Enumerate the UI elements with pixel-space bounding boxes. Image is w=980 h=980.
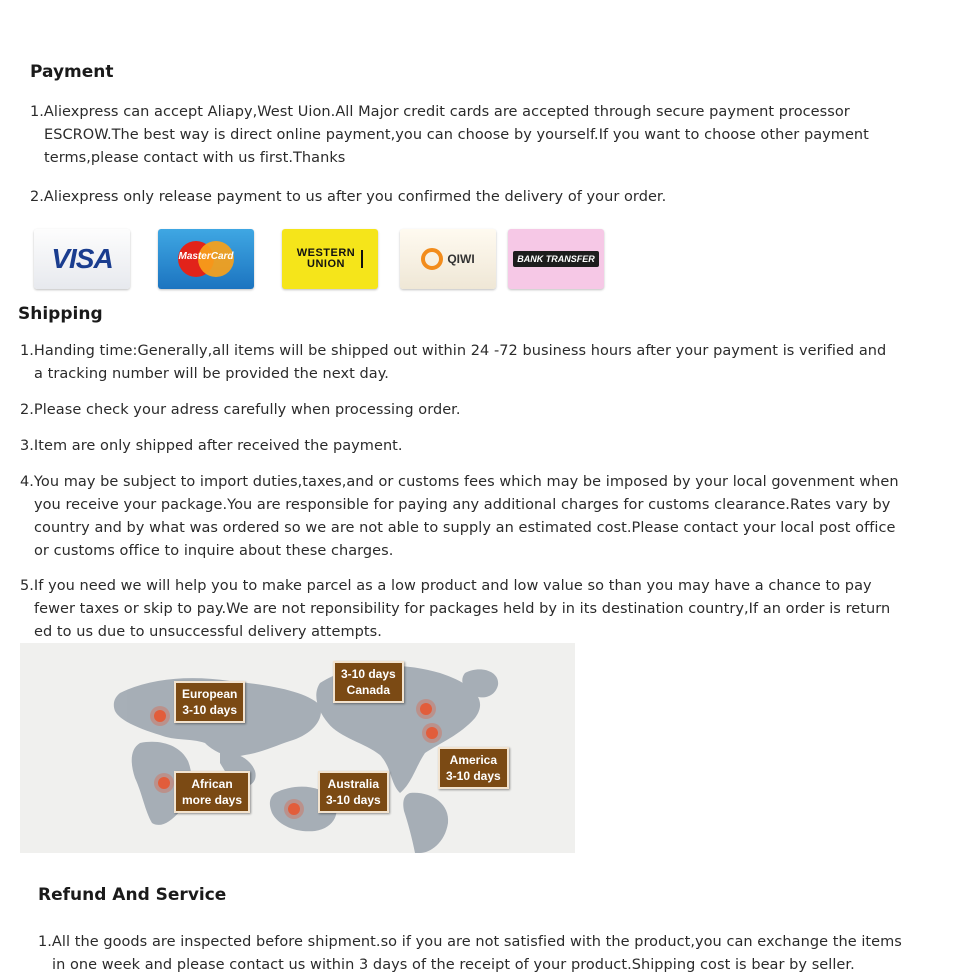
america-label-line1: America [449, 753, 498, 767]
america-pin-icon [426, 727, 438, 739]
african-label-line1: African [191, 777, 233, 791]
payment-paragraph-2: 2.Aliexpress only release payment to us after you confirmed the delivery of your order. [30, 189, 667, 205]
australia-pin-icon [288, 803, 300, 815]
australia-label-line2: 3-10 days [326, 793, 381, 807]
payment-p1-line3: terms,please contact with us first.Thanks [44, 150, 346, 166]
map-label-canada [333, 661, 404, 703]
shipping-paragraph-2: 2.Please check your adress carefully when processing order. [20, 402, 461, 418]
african-label-line2: more days [182, 793, 243, 807]
visa-logo-text: VISA [51, 243, 113, 274]
qiwi-logo-text: QIWI [447, 252, 475, 266]
shipping-p5-line1: 5.If you need we will help you to make parcel as a low product and low value so than you may have a chance to pay [20, 578, 872, 594]
western-union-bar-icon [361, 250, 363, 268]
european-label-line2: 3-10 days [182, 703, 238, 717]
map-label-america [438, 747, 509, 789]
payment-p1-line2: ESCROW.The best way is direct online payment,you can choose by yourself.If you want to choose other payment [44, 127, 869, 143]
map-label-african [174, 771, 250, 813]
shipping-paragraph-4 [20, 471, 899, 563]
bank-transfer-logo-text: BANK TRANSFER [513, 251, 599, 267]
canada-pin-icon [420, 703, 432, 715]
western-union-text-2: UNION [307, 258, 345, 270]
western-union-text-1: WESTERN [296, 247, 356, 259]
western-union-logo [282, 229, 378, 289]
bank-transfer-logo [508, 229, 604, 289]
shipping-p1-line1: 1.Handing time:Generally,all items will be shipped out within 24 -72 business hours after your payment is verified and [20, 343, 887, 359]
america-label-line2: 3-10 days [446, 769, 501, 783]
mastercard-logo-text: MasterCard [178, 251, 234, 262]
shipping-p1-line2: a tracking number will be provided the next day. [34, 366, 389, 382]
map-label-european [174, 681, 245, 723]
map-label-australia [318, 771, 389, 813]
european-label-line1: European [182, 687, 238, 701]
payment-heading: Payment [30, 62, 114, 82]
shipping-p4-line1: 4.You may be subject to import duties,taxes,and or customs fees which may be imposed by your local govenment when [20, 474, 899, 490]
shipping-paragraph-3: 3.Item are only shipped after received the payment. [20, 438, 403, 454]
africa-pin-icon [158, 777, 170, 789]
mastercard-circles-icon [174, 239, 238, 279]
australia-label-line1: Australia [327, 777, 380, 791]
refund-paragraph-1 [38, 931, 902, 977]
shipping-paragraph-1 [20, 340, 886, 386]
shipping-heading: Shipping [18, 304, 103, 324]
europe-pin-icon [154, 710, 166, 722]
visa-logo [34, 229, 130, 289]
shipping-p4-line3: country and by what was ordered so we are not able to supply an estimated cost.Please contact your local post office [34, 520, 896, 536]
payment-p1-line1: 1.Aliexpress can accept Aliapy,West Uion.All Major credit cards are accepted through secure payment processor [30, 104, 850, 120]
mastercard-logo [158, 229, 254, 289]
refund-p1-line1: 1.All the goods are inspected before shipment.so if you are not satisfied with the product,you can exchange the items [38, 934, 902, 950]
shipping-p4-line2: you receive your package.You are responsible for paying any additional charges for customs clearance.Rates vary by [34, 497, 891, 513]
canada-label-line1: 3-10 days [341, 667, 396, 681]
shipping-p4-line4: or customs office to inquire about these charges. [34, 543, 394, 559]
qiwi-ring-icon [421, 248, 443, 270]
qiwi-logo [400, 229, 496, 289]
refund-heading: Refund And Service [38, 885, 227, 905]
shipping-times-world-map [20, 643, 575, 853]
payment-paragraph-1 [30, 101, 869, 170]
refund-p1-line2: in one week and please contact us within 3 days of the receipt of your product.Shipping cost is bear by seller. [52, 957, 855, 973]
shipping-paragraph-5 [20, 575, 890, 644]
shipping-p5-line2: fewer taxes or skip to pay.We are not reponsibility for packages held by in its destination country,If an order is return [34, 601, 891, 617]
canada-label-line2: Canada [346, 683, 391, 697]
shipping-p5-line3: ed to us due to unsuccessful delivery attempts. [34, 624, 382, 640]
